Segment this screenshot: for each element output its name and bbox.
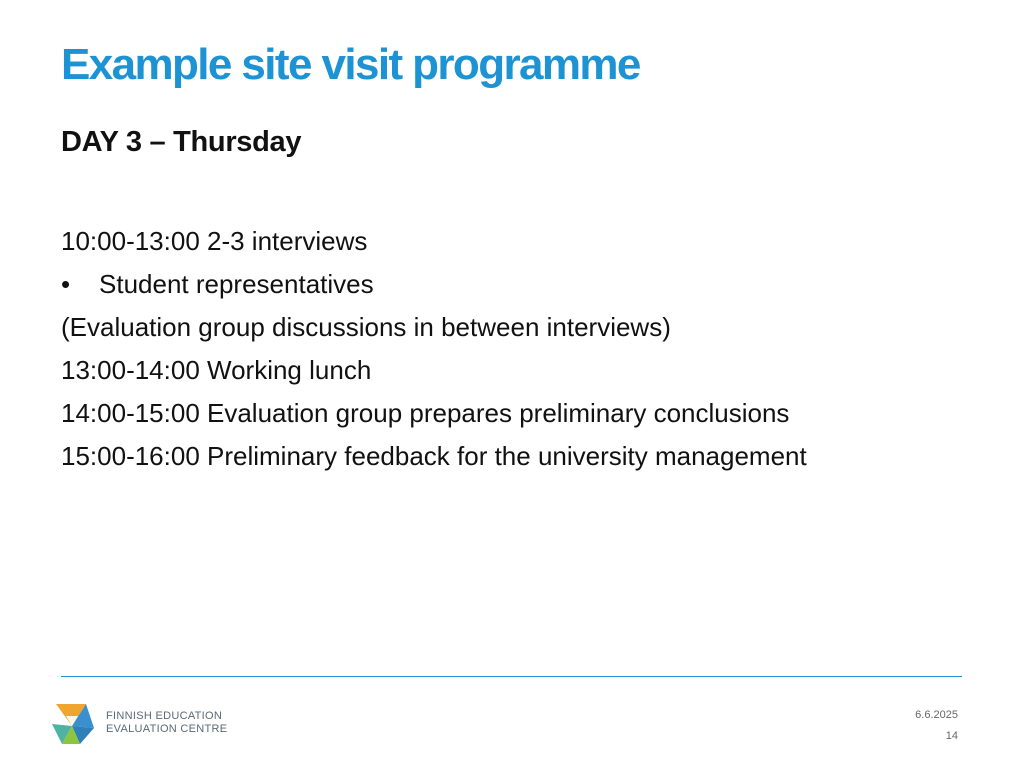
footer-date: 6.6.2025 bbox=[915, 709, 958, 721]
programme-line-conclusions: 14:00-15:00 Evaluation group prepares preliminary conclusions bbox=[61, 398, 790, 428]
logo-text-line2: EVALUATION CENTRE bbox=[106, 723, 228, 735]
bullet-glyph: • bbox=[61, 269, 71, 299]
slide-title: Example site visit programme bbox=[61, 40, 640, 89]
programme-line-discussions: (Evaluation group discussions in between interviews) bbox=[61, 312, 671, 342]
logo-wordmark bbox=[106, 710, 227, 736]
bullet-item bbox=[61, 263, 961, 306]
footer-divider bbox=[61, 676, 962, 677]
programme-body bbox=[61, 220, 961, 478]
programme-line-lunch: 13:00-14:00 Working lunch bbox=[61, 355, 372, 385]
bullet-item-text: Student representatives bbox=[99, 269, 374, 299]
programme-line-feedback: 15:00-16:00 Preliminary feedback for the university management bbox=[61, 441, 807, 471]
slide-subtitle: DAY 3 – Thursday bbox=[61, 126, 302, 158]
logo-mark-icon bbox=[50, 700, 100, 746]
page-number: 14 bbox=[945, 730, 958, 742]
logo-text-line1: FINNISH EDUCATION bbox=[106, 710, 223, 722]
programme-line-interviews: 10:00-13:00 2-3 interviews bbox=[61, 226, 368, 256]
organization-logo bbox=[50, 700, 227, 746]
